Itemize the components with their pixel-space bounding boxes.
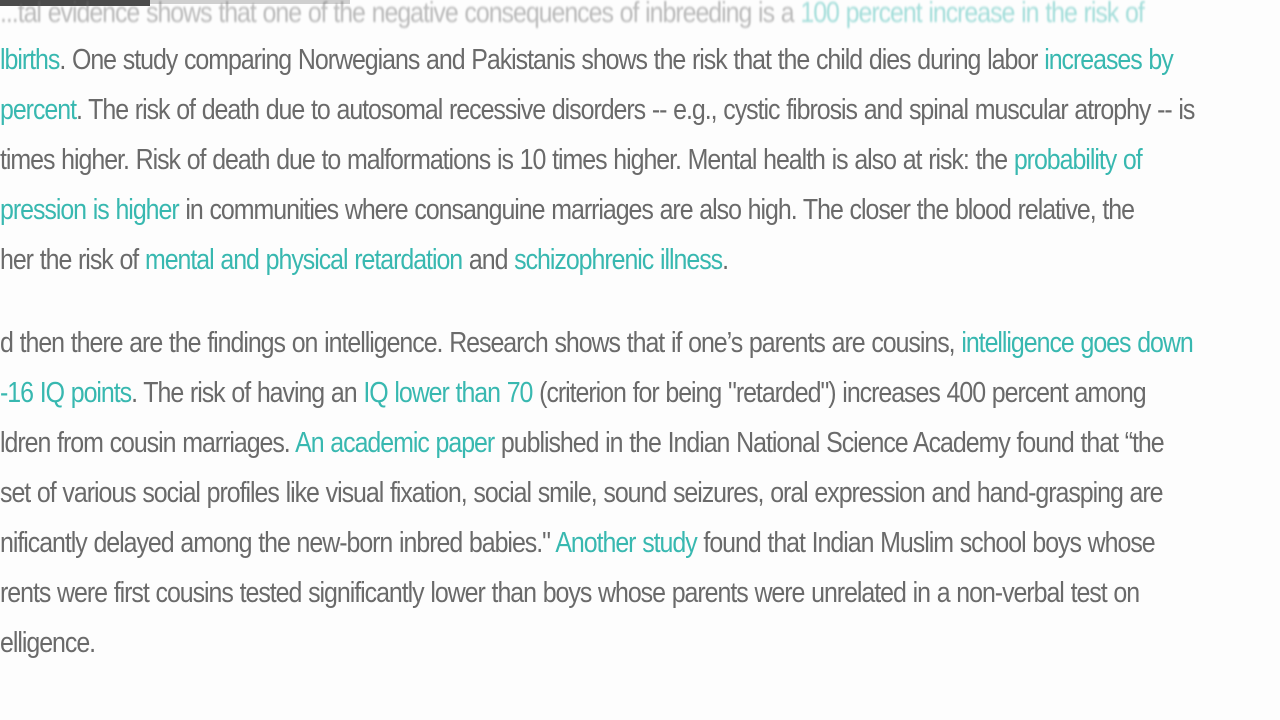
link-schizophrenic-illness[interactable]: schizophrenic illness (514, 244, 723, 276)
text-segment: d then there are the findings on intelligence. Research shows that if one’s parents are cousins, (0, 327, 962, 359)
link-depression-is-higher[interactable]: pression is higher (0, 194, 179, 226)
text-segment: ...tal evidence shows that one of the negative consequences of inbreeding is a (0, 0, 801, 29)
paragraph-1-line-3 (0, 143, 1142, 177)
paragraph-2-line-2 (0, 426, 1164, 460)
text-segment: ldren from cousin marriages. (0, 427, 296, 459)
link-increases-by[interactable]: increases by (1044, 44, 1173, 76)
link-stillbirths[interactable]: lbirths (0, 44, 60, 76)
link-mental-physical-retardation[interactable]: mental and physical retardation (144, 244, 463, 276)
text-segment: (criterion for being "retarded") increases 400 percent among (532, 377, 1146, 409)
link-iq-lower-than-70[interactable]: IQ lower than 70 (363, 377, 533, 409)
link-intelligence-goes-down[interactable]: intelligence goes down (961, 327, 1193, 359)
text-segment: in communities where consanguine marriages are also high. The closer the blood relative, the (178, 194, 1134, 226)
paragraph-1-line-5 (0, 243, 728, 277)
text-segment: . (722, 244, 728, 276)
text-segment: her the risk of (0, 244, 145, 276)
paragraph-1-line-0 (0, 0, 1144, 30)
link-academic-paper[interactable]: An academic paper (295, 427, 495, 459)
text-segment: . The risk of having an (131, 377, 364, 409)
text-segment: . One study comparing Norwegians and Pakistanis shows the risk that the child dies during labor (59, 44, 1045, 76)
paragraph-1-line-4 (0, 193, 1134, 227)
text-segment: published in the Indian National Science Academy found that “the (494, 427, 1164, 459)
paragraph-2-line-1 (0, 376, 1146, 410)
paragraph-2-line-0 (0, 326, 1193, 360)
text-segment: nificantly delayed among the new-born inbred babies." (0, 527, 556, 559)
paragraph-2-line-4 (0, 526, 1155, 560)
text-segment: found that Indian Muslim school boys whose (696, 527, 1155, 559)
link-probability-of[interactable]: probability of (1013, 144, 1142, 176)
text-segment: and (462, 244, 515, 276)
paragraph-2-line-3 (0, 476, 1163, 510)
link-increase-in-risk[interactable]: 100 percent increase in the risk of (800, 0, 1144, 29)
text-segment: times higher. Risk of death due to malformations is 10 times higher. Mental health is also at risk: the (0, 144, 1014, 176)
paragraph-2-line-5 (0, 576, 1139, 610)
link-another-study[interactable]: Another study (555, 527, 697, 559)
text-segment: rents were first cousins tested significantly lower than boys whose parents were unrelated in a non-verbal test on (0, 577, 1140, 609)
paragraph-2-line-6 (0, 626, 95, 660)
link-iq-points[interactable]: -16 IQ points (0, 377, 132, 409)
paragraph-1-line-2 (0, 93, 1194, 127)
paragraph-1-line-1 (0, 43, 1173, 77)
link-percent[interactable]: percent (0, 94, 76, 126)
text-segment: . The risk of death due to autosomal recessive disorders -- e.g., cystic fibrosis and spinal muscular atrophy -- is (75, 94, 1195, 126)
text-segment: set of various social profiles like visual fixation, social smile, sound seizures, oral expression and hand-grasping are (0, 477, 1163, 509)
text-segment: elligence. (0, 627, 96, 659)
